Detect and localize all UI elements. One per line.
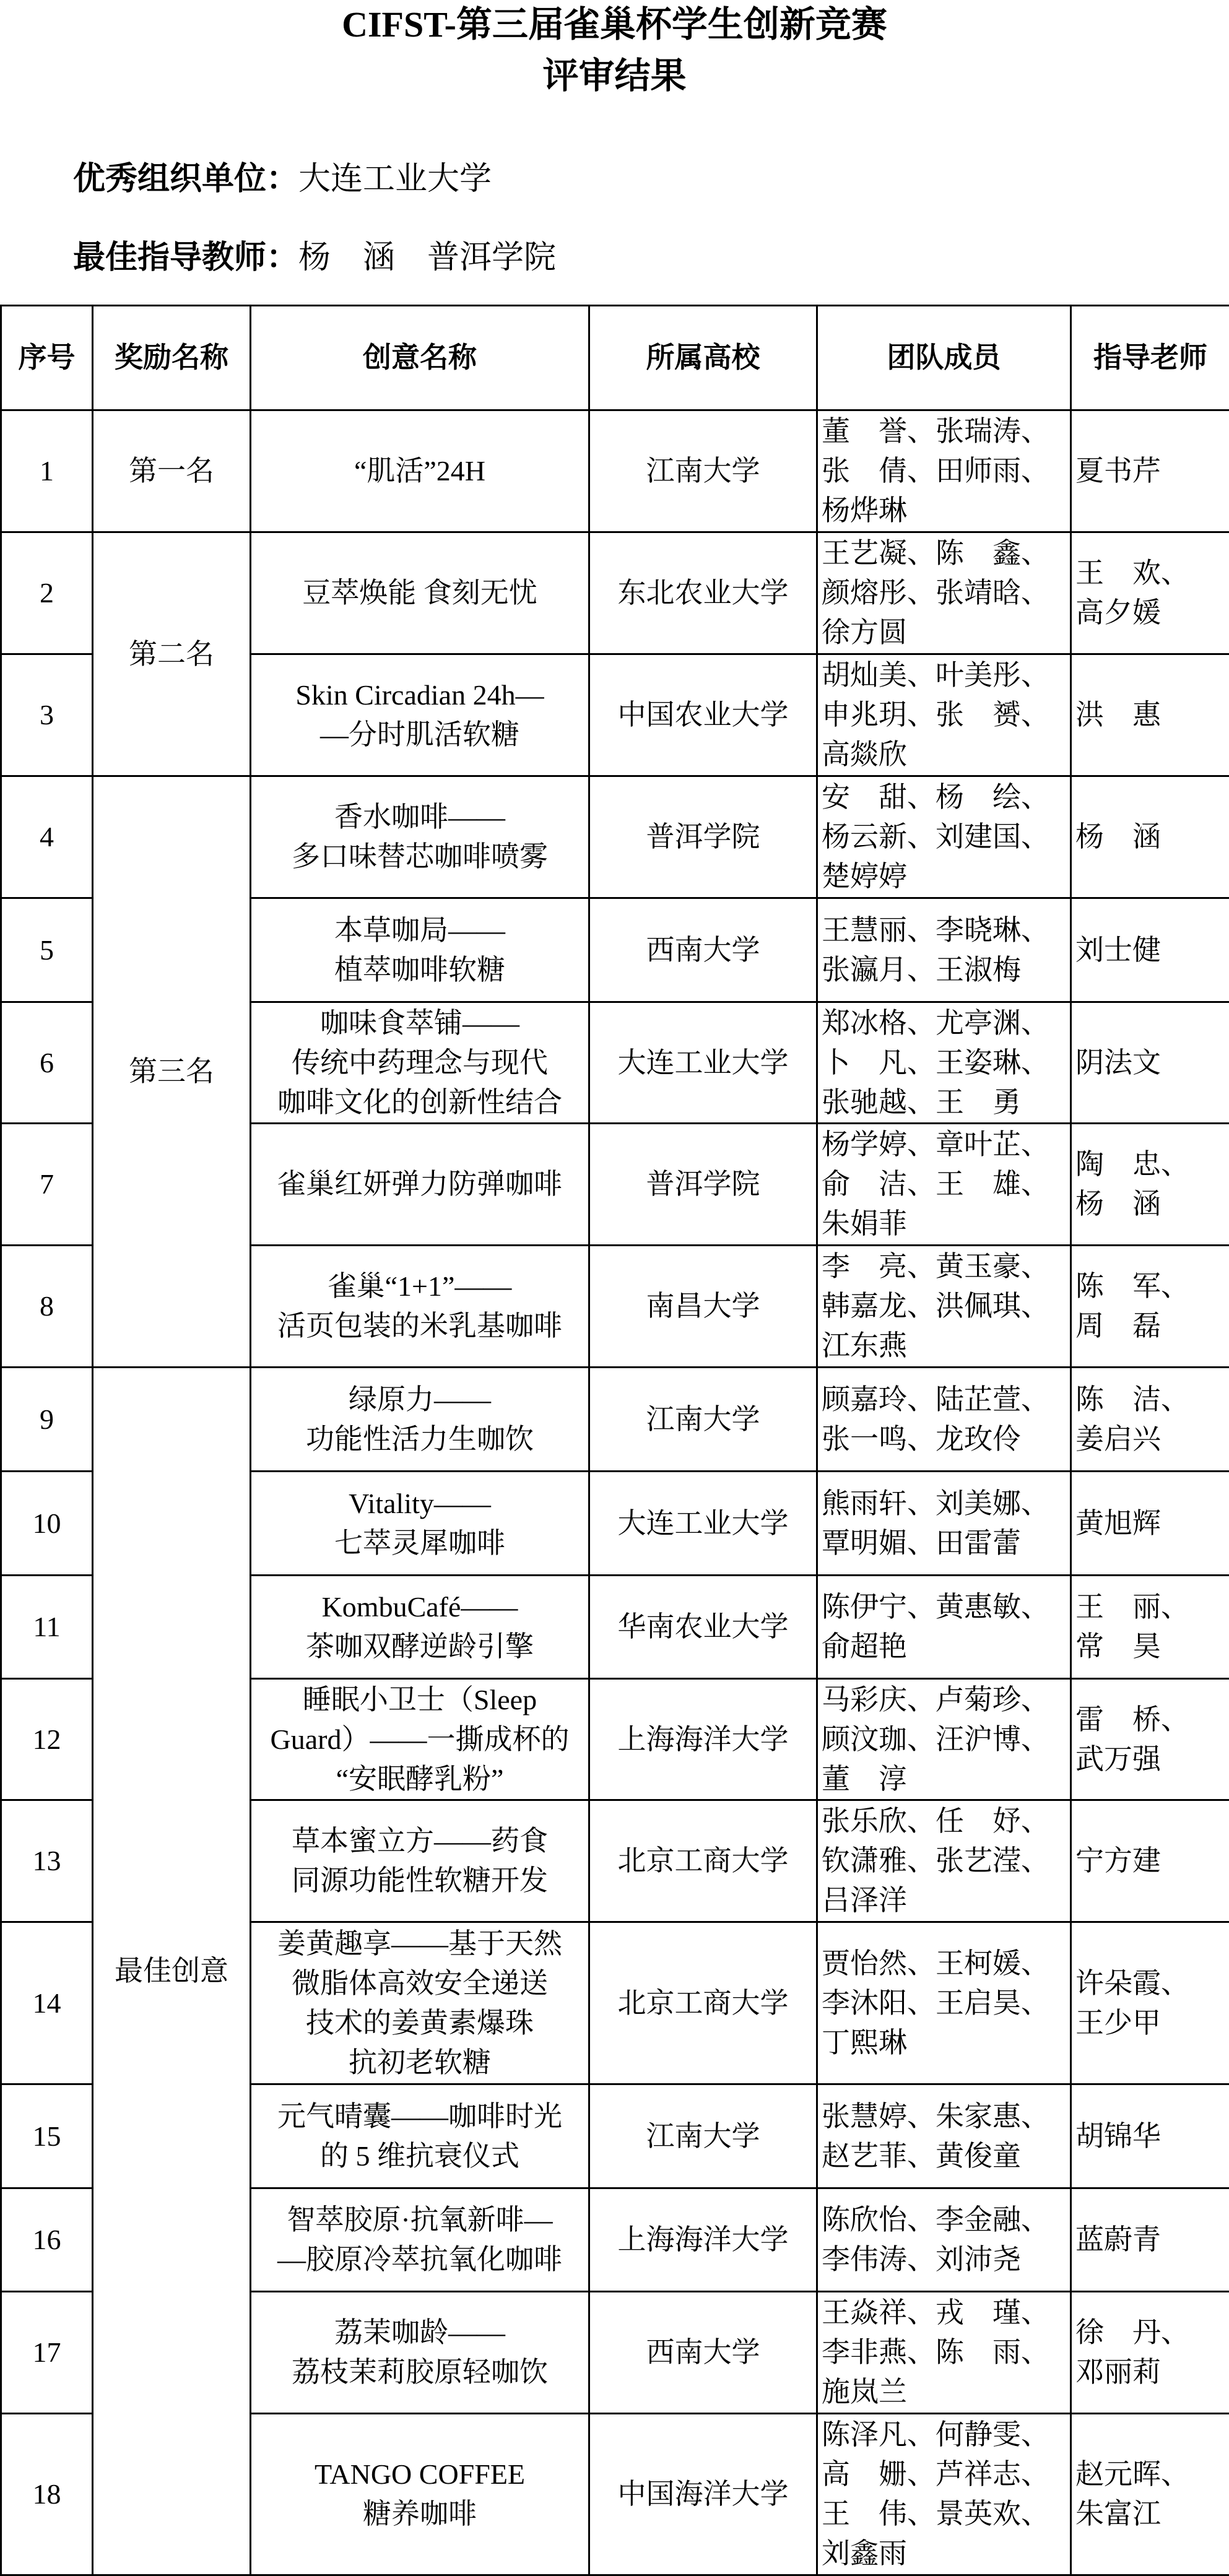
text-line: 徐方圆: [822, 617, 907, 648]
text-line: 活页包装的米乳基咖啡: [277, 1310, 562, 1342]
excellent-organization-label: 优秀组织单位：: [73, 162, 299, 197]
idea-name: [251, 2292, 589, 2414]
text-line: TANGO COFFEE: [314, 2458, 526, 2490]
best-advisor-label: 最佳指导教师：: [73, 240, 299, 275]
advisor-name: [1071, 532, 1229, 654]
advisor-name: [1071, 898, 1229, 1002]
school-name: 北京工商大学: [589, 1800, 817, 1922]
idea-name: [251, 1124, 589, 1246]
row-number: 8: [1, 1246, 93, 1368]
school-name: 西南大学: [589, 2292, 817, 2414]
text-line: 智萃胶原·抗氧新啡—: [287, 2204, 553, 2236]
idea-name: [251, 1368, 589, 1472]
row-number: 9: [1, 1368, 93, 1472]
award-name: 第二名: [93, 532, 251, 776]
header-award: 奖励名称: [93, 306, 251, 410]
text-line: 许朵霞、: [1075, 1967, 1189, 1999]
text-line: 胡灿美、叶美彤、: [822, 659, 1049, 691]
text-line: 同源功能性软糖开发: [292, 1865, 548, 1896]
text-line: 董 淳: [822, 1763, 907, 1795]
text-line: 顾嘉玲、陆芷萱、: [822, 1383, 1049, 1415]
text-line: 赵艺菲、黄俊童: [822, 2140, 1021, 2172]
text-line: 元气晴囊——咖啡时光: [277, 2100, 562, 2132]
team-members: [817, 654, 1071, 776]
text-line: 钦潇雅、张艺滢、: [822, 1845, 1049, 1876]
text-line: 张驰越、王 勇: [822, 1086, 1021, 1118]
table-row: [1, 776, 1229, 898]
text-line: 睡眠小卫士（Sleep: [302, 1683, 537, 1715]
team-members: [817, 2188, 1071, 2292]
idea-name: [251, 1922, 589, 2084]
text-line: 植萃咖啡软糖: [334, 953, 505, 986]
text-line: 李非燕、陈 雨、: [822, 2336, 1049, 2368]
text-line: 技术的姜黄素爆珠: [306, 2006, 534, 2039]
text-line: 茶咖双酵逆龄引擎: [306, 1631, 534, 1662]
text-line: 李伟涛、刘沛尧: [822, 2244, 1021, 2275]
advisor-name: [1071, 1246, 1229, 1368]
text-line: 卜 凡、王姿琳、: [822, 1046, 1049, 1078]
text-line: “安眠酵乳粉”: [336, 1763, 504, 1795]
school-name: 大连工业大学: [589, 1002, 817, 1124]
team-members: [817, 1002, 1071, 1124]
text-line: 雀巢红妍弹力防弹咖啡: [277, 1168, 562, 1200]
text-line: 王焱祥、戎 瑾、: [822, 2297, 1049, 2328]
text-line: 徐 丹、: [1075, 2317, 1189, 2348]
text-line: KombuCafé——: [321, 1591, 518, 1623]
advisor-name: [1071, 776, 1229, 898]
text-line: 雀巢“1+1”——: [328, 1270, 512, 1302]
text-line: 夏书芹: [1075, 455, 1161, 487]
text-line: 高燚欣: [822, 739, 907, 770]
award-name: 最佳创意: [93, 1368, 251, 2575]
row-number: 11: [1, 1576, 93, 1679]
school-name: 东北农业大学: [589, 532, 817, 654]
idea-name: [251, 2084, 589, 2188]
text-line: 杨 涵: [1075, 821, 1161, 852]
advisor-name: [1071, 1002, 1229, 1124]
text-line: 武万强: [1075, 1743, 1161, 1775]
text-line: 陶 忠、: [1075, 1148, 1189, 1180]
text-line: 陈 洁、: [1075, 1383, 1189, 1415]
text-line: 传统中药理念与现代: [292, 1046, 548, 1078]
text-line: 申兆玥、张 赟、: [822, 699, 1049, 731]
text-line: 高夕媛: [1075, 597, 1161, 628]
text-line: 香水咖啡——: [334, 801, 505, 833]
text-line: 陈欣怡、李金融、: [822, 2204, 1049, 2236]
document-subtitle: 评审结果: [542, 56, 687, 96]
row-number: 5: [1, 898, 93, 1002]
idea-name: [251, 2188, 589, 2292]
school-name: 华南农业大学: [589, 1576, 817, 1679]
text-line: 郑冰格、尤亭渊、: [822, 1007, 1049, 1039]
school-name: 普洱学院: [589, 776, 817, 898]
school-name: 江南大学: [589, 1368, 817, 1472]
row-number: 10: [1, 1472, 93, 1576]
advisor-name: [1071, 2188, 1229, 2292]
team-members: [817, 2084, 1071, 2188]
text-line: 杨 涵: [1075, 1188, 1161, 1220]
team-members: [817, 776, 1071, 898]
team-members: [817, 2292, 1071, 2414]
text-line: 陈泽凡、何静雯、: [822, 2419, 1049, 2450]
text-line: 杨云新、刘建国、: [822, 821, 1049, 852]
text-line: 丁熙琳: [822, 2026, 907, 2058]
text-line: 咖啡文化的创新性结合: [277, 1086, 562, 1118]
text-line: 抗初老软糖: [349, 2046, 491, 2078]
team-members: [817, 410, 1071, 532]
text-line: 颜熔彤、张靖晗、: [822, 577, 1049, 609]
row-number: 14: [1, 1922, 93, 2084]
text-line: 宁方建: [1075, 1845, 1161, 1876]
text-line: 洪 惠: [1075, 699, 1161, 731]
advisor-name: [1071, 1679, 1229, 1800]
excellent-organization-value: 大连工业大学: [298, 162, 492, 197]
text-line: 王慧丽、李晓琳、: [822, 914, 1049, 946]
text-line: 多口味替芯咖啡喷雾: [292, 841, 548, 872]
advisor-name: [1071, 1576, 1229, 1679]
text-line: 张 倩、田师雨、: [822, 455, 1049, 487]
text-line: 常 昊: [1075, 1631, 1161, 1662]
row-number: 3: [1, 654, 93, 776]
table-row: [1, 410, 1229, 532]
text-line: 豆萃焕能 食刻无忧: [302, 577, 537, 609]
row-number: 4: [1, 776, 93, 898]
text-line: Skin Circadian 24h—: [295, 679, 544, 711]
results-table: [0, 305, 1229, 2576]
text-line: 高 姗、芦祥志、: [822, 2458, 1049, 2490]
text-line: 张乐欣、任 妤、: [822, 1805, 1049, 1837]
header-no: 序号: [1, 306, 93, 410]
text-line: 雷 桥、: [1075, 1703, 1189, 1735]
text-line: —胶原冷萃抗氧化咖啡: [277, 2244, 562, 2275]
row-number: 15: [1, 2084, 93, 2188]
text-line: 阴法文: [1075, 1046, 1161, 1078]
text-line: 周 磊: [1075, 1310, 1161, 1342]
team-members: [817, 1576, 1071, 1679]
text-line: 李 亮、黄玉豪、: [822, 1251, 1049, 1282]
text-line: 马彩庆、卢菊珍、: [822, 1683, 1049, 1715]
text-line: 微脂体高效安全递送: [292, 1967, 548, 1999]
text-line: 刘士健: [1075, 934, 1161, 966]
text-line: “肌活”24H: [354, 455, 486, 487]
text-line: 杨烨琳: [822, 495, 907, 526]
row-number: 2: [1, 532, 93, 654]
text-line: 王艺凝、陈 鑫、: [822, 537, 1049, 569]
idea-name: [251, 1576, 589, 1679]
team-members: [817, 2414, 1071, 2575]
idea-name: [251, 1472, 589, 1576]
text-line: 蓝蔚青: [1075, 2224, 1161, 2255]
school-name: 上海海洋大学: [589, 1679, 817, 1800]
idea-name: [251, 410, 589, 532]
school-name: 南昌大学: [589, 1246, 817, 1368]
team-members: [817, 1800, 1071, 1922]
text-line: 施岚兰: [822, 2376, 907, 2408]
text-line: 俞超艳: [822, 1631, 907, 1662]
text-line: 功能性活力生咖饮: [306, 1423, 534, 1455]
team-members: [817, 1124, 1071, 1246]
text-line: 荔枝茉莉胶原轻咖饮: [292, 2356, 548, 2388]
school-name: 江南大学: [589, 410, 817, 532]
text-line: Vitality——: [349, 1487, 491, 1519]
advisor-name: [1071, 1124, 1229, 1246]
table-header-row: [1, 306, 1229, 410]
row-number: 13: [1, 1800, 93, 1922]
team-members: [817, 1472, 1071, 1576]
header-school: 所属高校: [589, 306, 817, 410]
text-line: 王 欢、: [1075, 557, 1189, 589]
text-line: 江东燕: [822, 1330, 907, 1361]
text-line: 刘鑫雨: [822, 2538, 907, 2569]
text-line: 俞 洁、王 雄、: [822, 1168, 1049, 1200]
text-line: 姜黄趣享——基于天然: [277, 1927, 562, 1959]
text-line: 吕泽洋: [822, 1884, 907, 1916]
school-name: 西南大学: [589, 898, 817, 1002]
team-members: [817, 532, 1071, 654]
advisor-name: [1071, 2414, 1229, 2575]
school-name: 江南大学: [589, 2084, 817, 2188]
text-line: 草本蜜立方——药食: [292, 1825, 548, 1857]
document-title: CIFST-第三届雀巢杯学生创新竞赛: [342, 4, 887, 45]
idea-name: [251, 532, 589, 654]
advisor-name: [1071, 1922, 1229, 2084]
best-advisor-value: 杨 涵 普洱学院: [298, 240, 557, 275]
text-line: 咖味食萃铺——: [320, 1007, 519, 1039]
text-line: 的 5 维抗衰仪式: [320, 2140, 519, 2172]
text-line: 陈 军、: [1075, 1270, 1189, 1302]
school-name: 中国农业大学: [589, 654, 817, 776]
advisor-name: [1071, 2292, 1229, 2414]
text-line: 董 誉、张瑞涛、: [822, 415, 1049, 447]
text-line: —分时肌活软糖: [320, 719, 519, 750]
award-name: 第三名: [93, 776, 251, 1368]
text-line: 姜启兴: [1075, 1423, 1161, 1455]
text-line: 李沐阳、王启昊、: [822, 1987, 1049, 2019]
best-advisor: [73, 238, 556, 278]
idea-name: [251, 2414, 589, 2575]
text-line: 覃明媚、田雷蕾: [822, 1527, 1021, 1559]
text-line: 邓丽莉: [1075, 2356, 1161, 2388]
row-number: 6: [1, 1002, 93, 1124]
advisor-name: [1071, 654, 1229, 776]
school-name: 上海海洋大学: [589, 2188, 817, 2292]
text-line: 赵元晖、: [1075, 2458, 1189, 2490]
text-line: 黄旭辉: [1075, 1507, 1161, 1539]
text-line: 楚婷婷: [822, 861, 907, 892]
school-name: 北京工商大学: [589, 1922, 817, 2084]
school-name: 普洱学院: [589, 1124, 817, 1246]
text-line: 韩嘉龙、洪佩琪、: [822, 1290, 1049, 1322]
text-line: 朱娟菲: [822, 1208, 907, 1239]
text-line: 张一鸣、龙玫伶: [822, 1423, 1021, 1455]
school-name: 大连工业大学: [589, 1472, 817, 1576]
advisor-name: [1071, 410, 1229, 532]
text-line: 七萃灵犀咖啡: [334, 1527, 505, 1559]
row-number: 12: [1, 1679, 93, 1800]
text-line: 本草咖局——: [334, 914, 505, 946]
advisor-name: [1071, 1368, 1229, 1472]
text-line: 绿原力——: [349, 1383, 491, 1415]
team-members: [817, 1368, 1071, 1472]
idea-name: [251, 898, 589, 1002]
text-line: 王 伟、景英欢、: [822, 2498, 1049, 2530]
header-teacher: 指导老师: [1071, 306, 1229, 410]
excellent-organization: [73, 160, 492, 199]
text-line: 杨学婷、章叶芷、: [822, 1129, 1049, 1160]
header-idea: 创意名称: [251, 306, 589, 410]
row-number: 16: [1, 2188, 93, 2292]
header-members: 团队成员: [817, 306, 1071, 410]
advisor-name: [1071, 1800, 1229, 1922]
idea-name: [251, 1002, 589, 1124]
idea-name: [251, 654, 589, 776]
advisor-name: [1071, 2084, 1229, 2188]
text-line: 荔茉咖龄——: [334, 2317, 505, 2348]
text-line: 贾怡然、王柯媛、: [822, 1947, 1049, 1979]
idea-name: [251, 1800, 589, 1922]
text-line: 糖养咖啡: [363, 2498, 477, 2530]
idea-name: [251, 1679, 589, 1800]
text-line: Guard）——一撕成杯的: [270, 1723, 570, 1755]
team-members: [817, 898, 1071, 1002]
row-number: 7: [1, 1124, 93, 1246]
text-line: 熊雨轩、刘美娜、: [822, 1487, 1049, 1519]
advisor-name: [1071, 1472, 1229, 1576]
text-line: 王少甲: [1075, 2006, 1161, 2039]
team-members: [817, 1679, 1071, 1800]
text-line: 王 丽、: [1075, 1591, 1189, 1623]
text-line: 顾汶珈、汪沪博、: [822, 1723, 1049, 1755]
table-row: [1, 1368, 1229, 1472]
row-number: 1: [1, 410, 93, 532]
text-line: 朱富江: [1075, 2498, 1161, 2530]
text-line: 胡锦华: [1075, 2120, 1161, 2152]
team-members: [817, 1922, 1071, 2084]
text-line: 张瀛月、王淑梅: [822, 953, 1021, 986]
text-line: 张慧婷、朱家惠、: [822, 2100, 1049, 2132]
idea-name: [251, 776, 589, 898]
idea-name: [251, 1246, 589, 1368]
table-row: [1, 532, 1229, 654]
text-line: 安 甜、杨 绘、: [822, 781, 1049, 813]
award-name: 第一名: [93, 410, 251, 532]
team-members: [817, 1246, 1071, 1368]
school-name: 中国海洋大学: [589, 2414, 817, 2575]
row-number: 17: [1, 2292, 93, 2414]
text-line: 陈伊宁、黄惠敏、: [822, 1591, 1049, 1623]
row-number: 18: [1, 2414, 93, 2575]
